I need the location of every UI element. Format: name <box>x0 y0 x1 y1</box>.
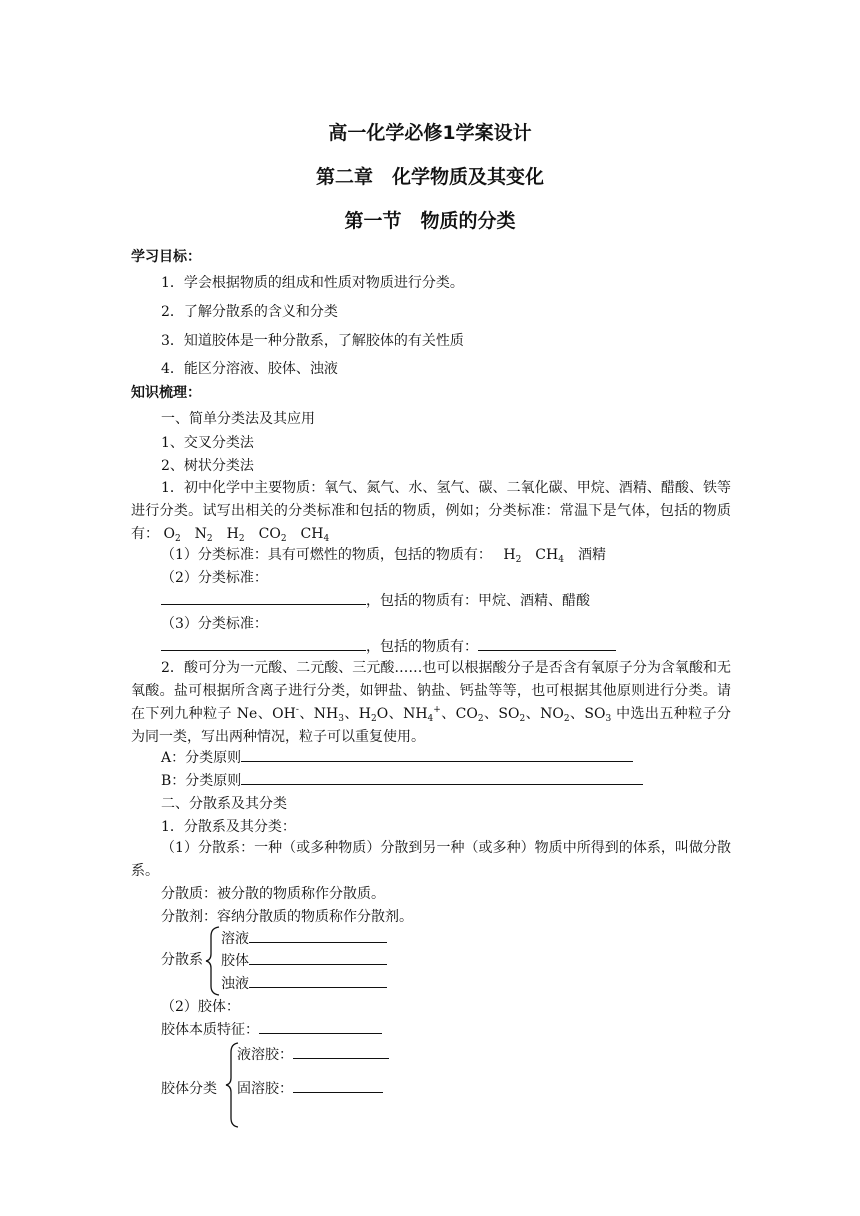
sub3-tail: ，包括的物质有： <box>366 639 478 655</box>
answer-blank[interactable] <box>161 591 366 605</box>
disperse-medium: 分散剂：容纳分散质的物质称作分散剂。 <box>161 909 413 925</box>
liquid-sol-row <box>237 1045 389 1065</box>
dispersion-system-label: 分散系 <box>161 952 203 968</box>
dispersion-definition: （1）分散系：一种（或多种物质）分散到另一种（或多种）物质中所得到的体系，叫做分散系。 <box>131 840 731 879</box>
answer-blank[interactable] <box>249 929 387 943</box>
colloid-feature-label: 胶体本质特征： <box>161 1022 259 1038</box>
question-1-formula-rendered: $O_2$ $N_2$ $H_2$ $CO_2$ $CH_4$ <box>163 526 330 544</box>
main-title: 高一化学必修1学案设计 <box>328 122 532 144</box>
sub2-tail: ，包括的物质有：甲烷、酒精、醋酸 <box>366 593 590 609</box>
part1-heading: 一、简单分类法及其应用 <box>161 411 315 427</box>
section-title: 第一节 物质的分类 <box>344 210 516 232</box>
suspension-row <box>221 974 387 994</box>
disperse-phase: 分散质：被分散的物质称作分散质。 <box>161 886 385 902</box>
solution-label: 溶液 <box>221 931 249 947</box>
colloid-label: 胶体 <box>221 953 249 969</box>
objective-item: 3．知道胶体是一种分散系，了解胶体的有关性质 <box>161 333 464 349</box>
objective-item: 1．学会根据物质的组成和性质对物质进行分类。 <box>161 275 464 291</box>
question-2 <box>131 657 731 749</box>
brace-icon <box>205 926 221 996</box>
objectives-heading: 学习目标： <box>131 249 201 265</box>
question-1-sub1 <box>161 545 606 565</box>
answer-blank[interactable] <box>293 1045 389 1059</box>
answer-blank[interactable] <box>293 1079 383 1093</box>
suspension-label: 浊液 <box>221 976 249 992</box>
answer-blank[interactable] <box>249 974 387 988</box>
solution-row <box>221 929 387 949</box>
dispersion-title: 1．分散系及其分类： <box>161 819 296 835</box>
chapter-title: 第二章 化学物质及其变化 <box>315 166 544 188</box>
answer-blank[interactable] <box>478 637 616 651</box>
question-1-text: 1．初中化学中主要物质：氧气、氮气、水、氢气、碳、二氧化碳、甲烷、酒精、醋酸、铁等进行分类。试写出相关的分类标准和包括的物质，例如；分类标准：常温下是气体，包括的物质有： <box>131 480 731 542</box>
colloid-row <box>221 951 387 971</box>
answer-b <box>161 771 643 791</box>
liquid-sol-label: 液溶胶： <box>237 1047 293 1063</box>
colloid-feature-row <box>161 1020 382 1040</box>
b-label: B：分类原则 <box>161 773 242 789</box>
answer-blank[interactable] <box>161 637 366 651</box>
question-1-sub2-label: （2）分类标准： <box>161 570 268 586</box>
solid-sol-label: 固溶胶： <box>237 1081 293 1097</box>
colloid-class-label: 胶体分类 <box>161 1081 217 1097</box>
answer-a <box>161 748 633 768</box>
question-1-sub3-answer <box>161 637 616 657</box>
objective-item: 4．能区分溶液、胶体、浊液 <box>161 361 338 377</box>
question-1 <box>131 477 731 546</box>
answer-blank[interactable] <box>259 1020 382 1034</box>
question-2-rendered: 2．酸可分为一元酸、二元酸、三元酸……也可以根据酸分子是否含有氧原子分为含氧酸和无氧酸。盐可根据所含离子进行分类，如钾盐、钠盐、钙盐等等，也可根据其他原则进行分类。请在下列九种粒子 Ne、OH-、$NH_3$、$H_2O$、$NH_4^+$、$CO_2$、$SO_2$、$NO_2$、$SO_3$ 中选出五种粒子分为同一类，写出两种情况，粒子可以重复使用。 <box>131 660 732 745</box>
colloid-title: （2）胶体： <box>161 999 240 1015</box>
part2-heading: 二、分散系及其分类 <box>161 796 287 812</box>
question-1-sub3-label: （3）分类标准： <box>161 616 268 632</box>
knowledge-heading: 知识梳理： <box>131 385 201 401</box>
sub1-rendered: （1）分类标准：具有可燃性的物质，包括的物质有： $H_2$ $CH_4$ 酒精 <box>161 547 606 565</box>
solid-sol-row <box>237 1079 383 1099</box>
cross-classification: 1、交叉分类法 <box>161 435 254 451</box>
tree-classification: 2、树状分类法 <box>161 458 254 474</box>
answer-blank[interactable] <box>249 951 387 965</box>
answer-blank[interactable] <box>241 771 643 785</box>
objective-item: 2．了解分散系的含义和分类 <box>161 304 338 320</box>
answer-blank[interactable] <box>241 748 633 762</box>
question-1-sub2-answer <box>161 591 590 611</box>
a-label: A：分类原则 <box>161 750 242 766</box>
